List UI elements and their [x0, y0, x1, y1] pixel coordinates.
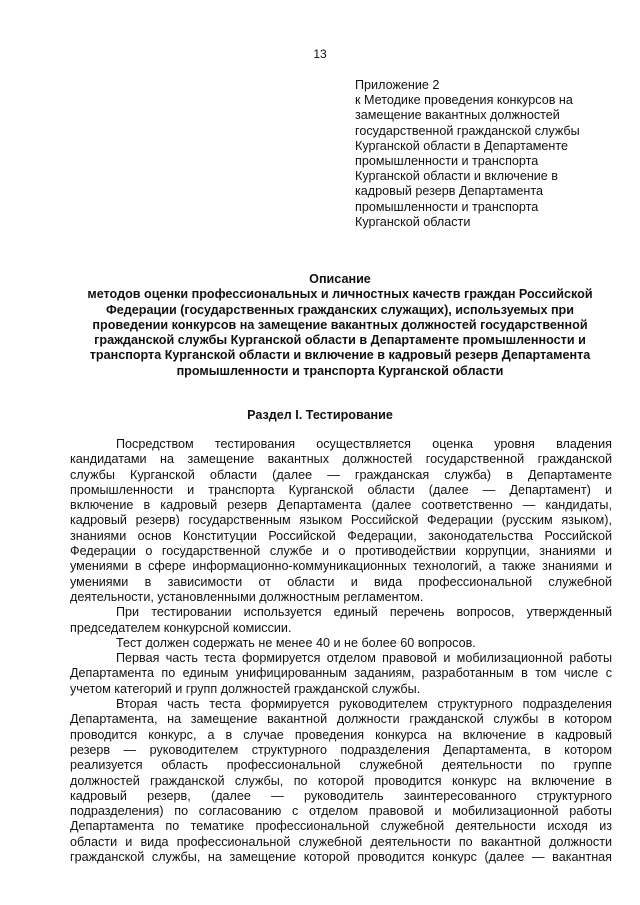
- paragraph-line: Департамента по тематике профессиональной служебной деятельности исходя из: [70, 819, 612, 834]
- paragraph-line: Вторая часть теста формируется руководителем структурного подразделения: [116, 697, 612, 712]
- paragraph-line: Тест должен содержать не менее 40 и не более 60 вопросов.: [116, 635, 476, 650]
- title-line: гражданской службы Курганской области в Департаменте промышленности и: [94, 333, 586, 348]
- title-line: методов оценки профессиональных и личностных качеств граждан Российской: [87, 287, 593, 302]
- title-line: проведении конкурсов на замещение вакантных должностей государственной: [92, 317, 588, 332]
- appendix-line: государственной гражданской службы: [355, 123, 580, 138]
- paragraph-line: кандидатами на замещение вакантных должностей государственной гражданской: [70, 452, 612, 467]
- paragraph-line: учетом категорий и групп должностей гражданской службы.: [70, 681, 421, 696]
- paragraph-line: Федерации о государственной службе и о противодействии коррупции, знаниями и: [70, 544, 612, 559]
- paragraph: [70, 605, 612, 636]
- paragraph-line: области и вида профессиональной служебной деятельности по вакантной должности: [70, 834, 612, 849]
- paragraph-line: должностей гражданской службы, по которой проводится конкурс на включение в: [70, 773, 612, 788]
- page-number: 13: [313, 47, 327, 61]
- title-line: Федерации (государственных гражданских служащих), используемых при: [106, 302, 574, 317]
- paragraph-line: знаниями основ Конституции Российской Федерации, законодательства Российской: [70, 528, 612, 543]
- paragraph-line: При тестировании используется единый перечень вопросов, утвержденный: [116, 605, 612, 620]
- paragraph-line: Посредством тестирования осуществляется оценка уровня владения: [116, 437, 612, 451]
- title-line: транспорта Курганской области и включение в кадровый резерв Департамента: [89, 348, 591, 363]
- paragraph-line: председателем конкурсной комиссии.: [70, 620, 292, 635]
- paragraph-line: Департамента по единым унифицированным заданиям, разработанным в том числе с: [70, 666, 612, 681]
- appendix-line: кадровый резерв Департамента: [355, 184, 543, 199]
- paragraph: [70, 636, 612, 651]
- title-line: промышленности и транспорта Курганской области: [176, 363, 504, 378]
- paragraph-line: службы Курганской области (далее — гражданская служба) в Департаменте: [70, 467, 612, 482]
- paragraph-line: Первая часть теста формируется отделом правовой и мобилизационной работы: [116, 651, 612, 666]
- paragraph-line: Департамента, на замещение вакантной должности гражданской службы в котором: [70, 712, 612, 727]
- paragraph-line: проводится конкурс, а в случае проведения конкурса на включение в кадровый: [70, 727, 612, 742]
- paragraph-line: подразделения) по согласованию с отделом правовой и мобилизационной работы: [70, 804, 612, 819]
- appendix-line: промышленности и транспорта: [355, 154, 539, 169]
- paragraph-line: гражданской службы, на замещение которой проводится конкурс (далее — вакантная: [70, 850, 612, 865]
- paragraph-line: умениями в сфере информационно-коммуникационных технологий, а также знаниями и: [70, 559, 612, 574]
- paragraph-line: резерв — руководителем структурного подразделения Департамента, в котором: [70, 742, 612, 757]
- paragraph-line: включение в кадровый резерв Департамента (далее соответственно — кандидаты,: [70, 498, 612, 513]
- title-line: Описание: [309, 272, 371, 286]
- body-text: [70, 437, 612, 865]
- appendix-line: Приложение 2: [355, 78, 440, 92]
- appendix-line: Курганской области и включение в: [355, 169, 558, 184]
- document-title: [68, 272, 612, 379]
- paragraph-line: умениями в зависимости от области и вида профессиональной служебной: [70, 574, 612, 589]
- appendix-line: к Методике проведения конкурсов на: [355, 93, 573, 108]
- paragraph-line: кадровый резерв, (далее — руководитель заинтересованного структурного: [70, 788, 612, 803]
- paragraph: [70, 697, 612, 865]
- paragraph-line: промышленности и транспорта Курганской области (далее — Департамент) и: [70, 482, 612, 497]
- appendix-line: Курганской области: [355, 214, 471, 229]
- appendix-block: [355, 78, 605, 230]
- appendix-line: Курганской области в Департаменте: [355, 138, 569, 153]
- paragraph-line: реализуется область профессиональной служебной деятельности по группе: [70, 758, 612, 773]
- paragraph: [70, 651, 612, 697]
- appendix-line: промышленности и транспорта: [355, 199, 539, 214]
- section-heading: Раздел I. Тестирование: [247, 408, 393, 422]
- paragraph-line: кадровый резерв) государственным языком Российской Федерации (русским языком),: [70, 513, 612, 528]
- appendix-line: замещение вакантных должностей: [355, 108, 560, 123]
- paragraph: [70, 437, 612, 605]
- paragraph-line: деятельности, установленными должностным регламентом.: [70, 589, 424, 604]
